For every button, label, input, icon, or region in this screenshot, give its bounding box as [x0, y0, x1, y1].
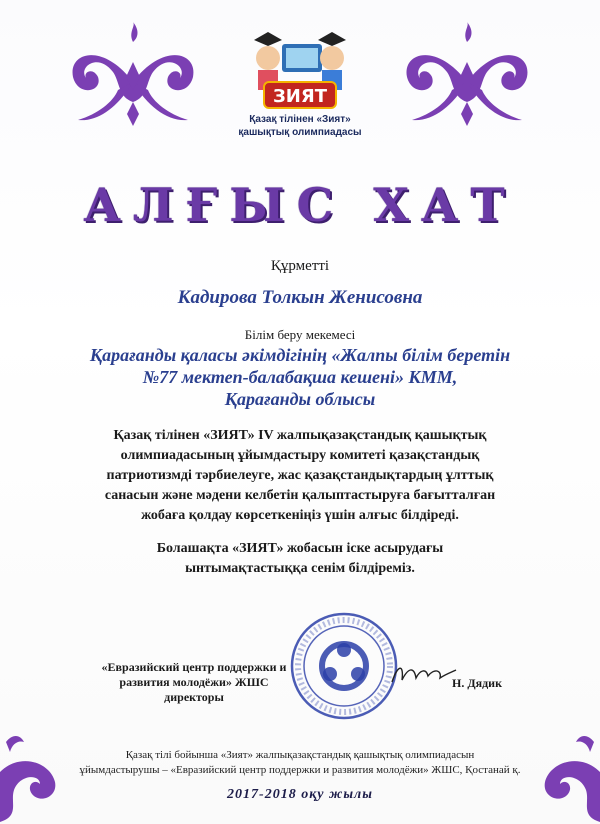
official-stamp: [288, 610, 400, 727]
recipient-name: Кадирова Толкын Женисовна: [177, 287, 423, 308]
academic-year: 2017-2018 оқу жылы: [227, 787, 373, 802]
signature-organization: [94, 660, 294, 705]
greeting: Құрметті: [270, 258, 330, 274]
signature-org-line: развития молодёжи» ЖШС директоры: [119, 675, 269, 704]
paragraph-line: Қазақ тілінен «ЗИЯТ» IV жалпықазақстандық қашықтық: [113, 428, 487, 443]
paragraph-line: олимпиадасының ұйымдастыру комитеті қазақстандық: [120, 448, 480, 463]
signatory-name: Н. Дядик: [452, 676, 502, 690]
signature-org-line: «Евразийский центр поддержки и: [101, 660, 287, 674]
logo-subtitle-line1: Қазақ тілінен «Зият»: [249, 114, 351, 125]
footer-line: ұйымдастырушы – «Евразийский центр поддержки и развития молодёжи» ЖШС, Қостанай қ.: [79, 764, 521, 776]
gratitude-paragraph: [0, 426, 600, 526]
logo-subtitle-line2: қашықтық олимпиадасы: [238, 127, 362, 138]
paragraph-line: ынтымақтастыққа сенім білдіреміз.: [185, 561, 415, 576]
footer-line: Қазақ тілі бойынша «Зият» жалпықазақстандық қашықтық олимпиадасын: [125, 749, 475, 761]
organizer-footer: [0, 748, 600, 778]
institution-line: Қарағанды қаласы әкімдігінің «Жалпы білім беретін: [89, 345, 511, 365]
handwritten-signature: [388, 660, 458, 695]
paragraph-line: патриотизмді тәрбиелеуге, жас қазақстандықтардың ұлттық: [106, 468, 494, 483]
paragraph-line: жобаға қолдау көрсеткеніңіз үшін алғыс білдіреді.: [141, 508, 459, 523]
institution-name: [0, 344, 600, 410]
ornament-top-right: [392, 22, 542, 142]
paragraph-line: Болашақта «ЗИЯТ» жобасын іске асырудағы: [156, 541, 444, 556]
closing-paragraph: [0, 539, 600, 579]
institution-label: Білім беру мекемесі: [244, 327, 356, 342]
ornament-top-left: [58, 22, 208, 142]
certificate-title: АЛҒЫС ХАТ: [83, 178, 517, 232]
institution-line: №77 мектеп-балабақша кешені» КММ,: [142, 367, 458, 387]
institution-line: Қарағанды облысы: [224, 389, 376, 409]
logo-brand-text: ЗИЯТ: [273, 86, 327, 107]
ziyat-logo: [228, 18, 372, 142]
paragraph-line: санасын және мәдени келбетін қалыптастыруға бағытталған: [104, 488, 496, 503]
